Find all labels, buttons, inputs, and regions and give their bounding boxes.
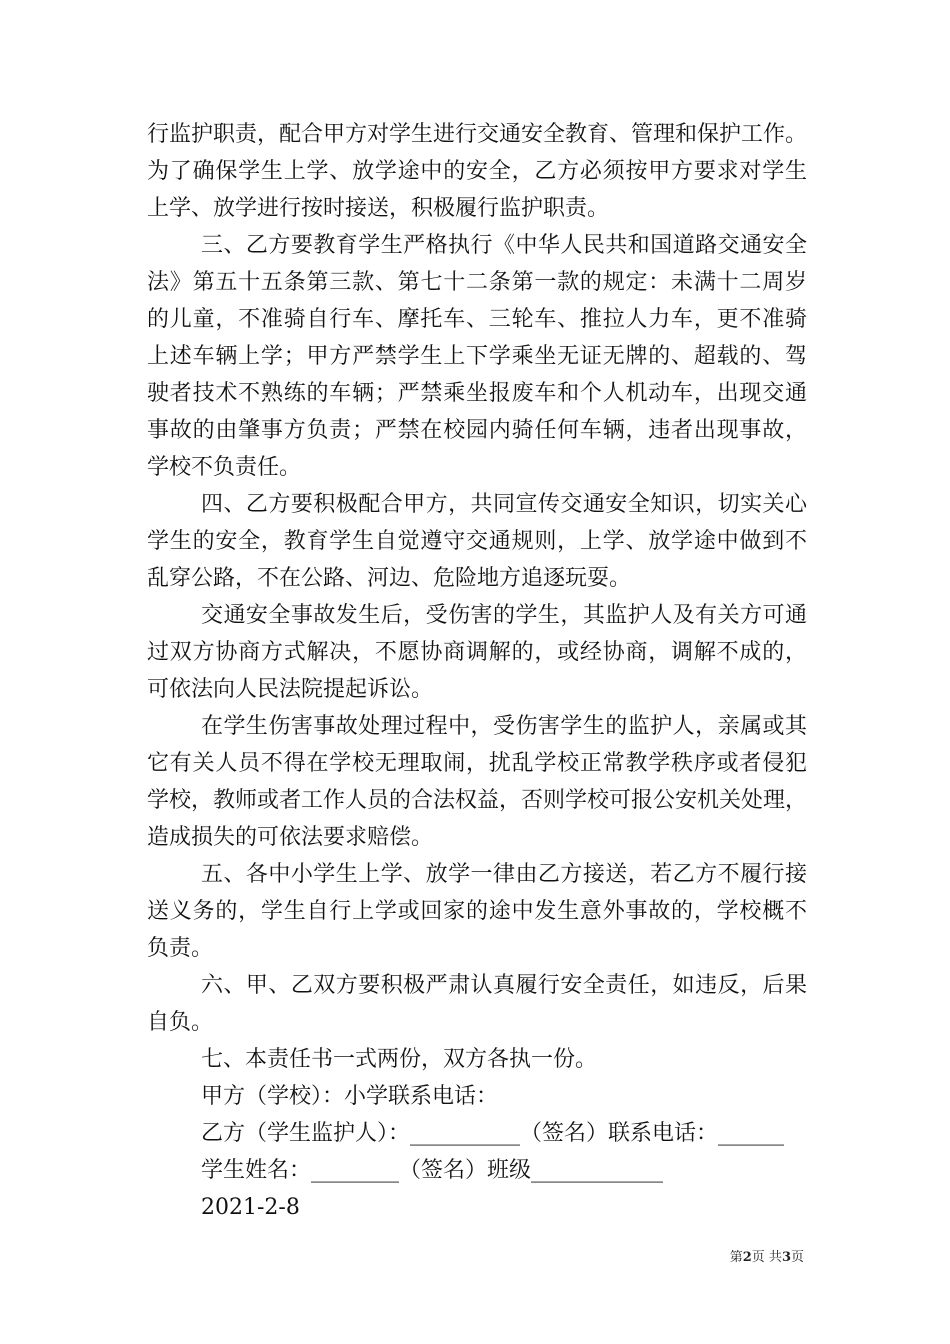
text-line: 可依法向人民法院提起诉讼。: [147, 677, 434, 702]
text-line: 自负。: [147, 1010, 214, 1035]
text-line: 六、甲、乙双方要积极严肃认真履行安全责任，如违反，后果: [201, 973, 807, 998]
text-line: 上述车辆上学；甲方严禁学生上下学乘坐无证无牌的、超载的、驾: [147, 344, 807, 369]
page-footer: [730, 1250, 804, 1266]
text-line: 五、各中小学生上学、放学一律由乙方接送，若乙方不履行接: [201, 862, 807, 887]
text-line: 过双方协商方式解决，不愿协商调解的，或经协商，调解不成的，: [147, 640, 807, 665]
footer-total-pages: 3: [781, 1250, 791, 1265]
footer-suffix: 页: [790, 1250, 804, 1265]
text-line: 在学生伤害事故处理过程中，受伤害学生的监护人，亲属或其: [201, 714, 807, 739]
text-line: 乱穿公路，不在公路、河边、危险地方追逐玩耍。: [147, 566, 632, 591]
text-line: 乙方（学生监护人）：__________（签名）联系电话：______: [201, 1121, 785, 1146]
footer-current-page: 2: [742, 1250, 752, 1265]
text-line: 造成损失的可依法要求赔偿。: [147, 825, 434, 850]
text-line: 学生姓名：________（签名）班级____________: [201, 1158, 664, 1183]
text-line: 学校不负责任。: [147, 455, 302, 480]
footer-prefix: 第: [729, 1250, 743, 1265]
text-line: 事故的由肇事方负责；严禁在校园内骑任何车辆，违者出现事故，: [147, 418, 807, 443]
text-line: 2021-2-8: [201, 1195, 300, 1220]
text-line: 行监护职责，配合甲方对学生进行交通安全教育、管理和保护工作。: [147, 122, 808, 147]
text-line: 负责。: [147, 936, 214, 961]
text-line: 为了确保学生上学、放学途中的安全，乙方必须按甲方要求对学生: [147, 159, 807, 184]
text-line: 法》第五十五条第三款、第七十二条第一款的规定：未满十二周岁: [147, 270, 807, 295]
document-body: [147, 116, 807, 1226]
text-line: 的儿童，不准骑自行车、摩托车、三轮车、推拉人力车，更不准骑: [147, 307, 807, 332]
text-line: 学生的安全，教育学生自觉遵守交通规则，上学、放学途中做到不: [147, 529, 807, 554]
text-line: 它有关人员不得在学校无理取闹，扰乱学校正常教学秩序或者侵犯: [147, 751, 807, 776]
text-line: 送义务的，学生自行上学或回家的途中发生意外事故的，学校概不: [147, 899, 807, 924]
text-line: 甲方（学校）：小学联系电话：: [201, 1084, 499, 1109]
text-line: 七、本责任书一式两份，双方各执一份。: [201, 1047, 598, 1072]
footer-middle: 页 共: [751, 1250, 782, 1265]
text-line: 三、乙方要教育学生严格执行《中华人民共和国道路交通安全: [201, 233, 807, 258]
text-line: 四、乙方要积极配合甲方，共同宣传交通安全知识，切实关心: [201, 492, 807, 517]
text-line: 交通安全事故发生后，受伤害的学生，其监护人及有关方可通: [201, 603, 807, 628]
text-line: 上学、放学进行按时接送，积极履行监护职责。: [147, 196, 610, 221]
text-line: 驶者技术不熟练的车辆；严禁乘坐报废车和个人机动车，出现交通: [147, 381, 807, 406]
text-line: 学校，教师或者工作人员的合法权益，否则学校可报公安机关处理，: [147, 788, 808, 813]
